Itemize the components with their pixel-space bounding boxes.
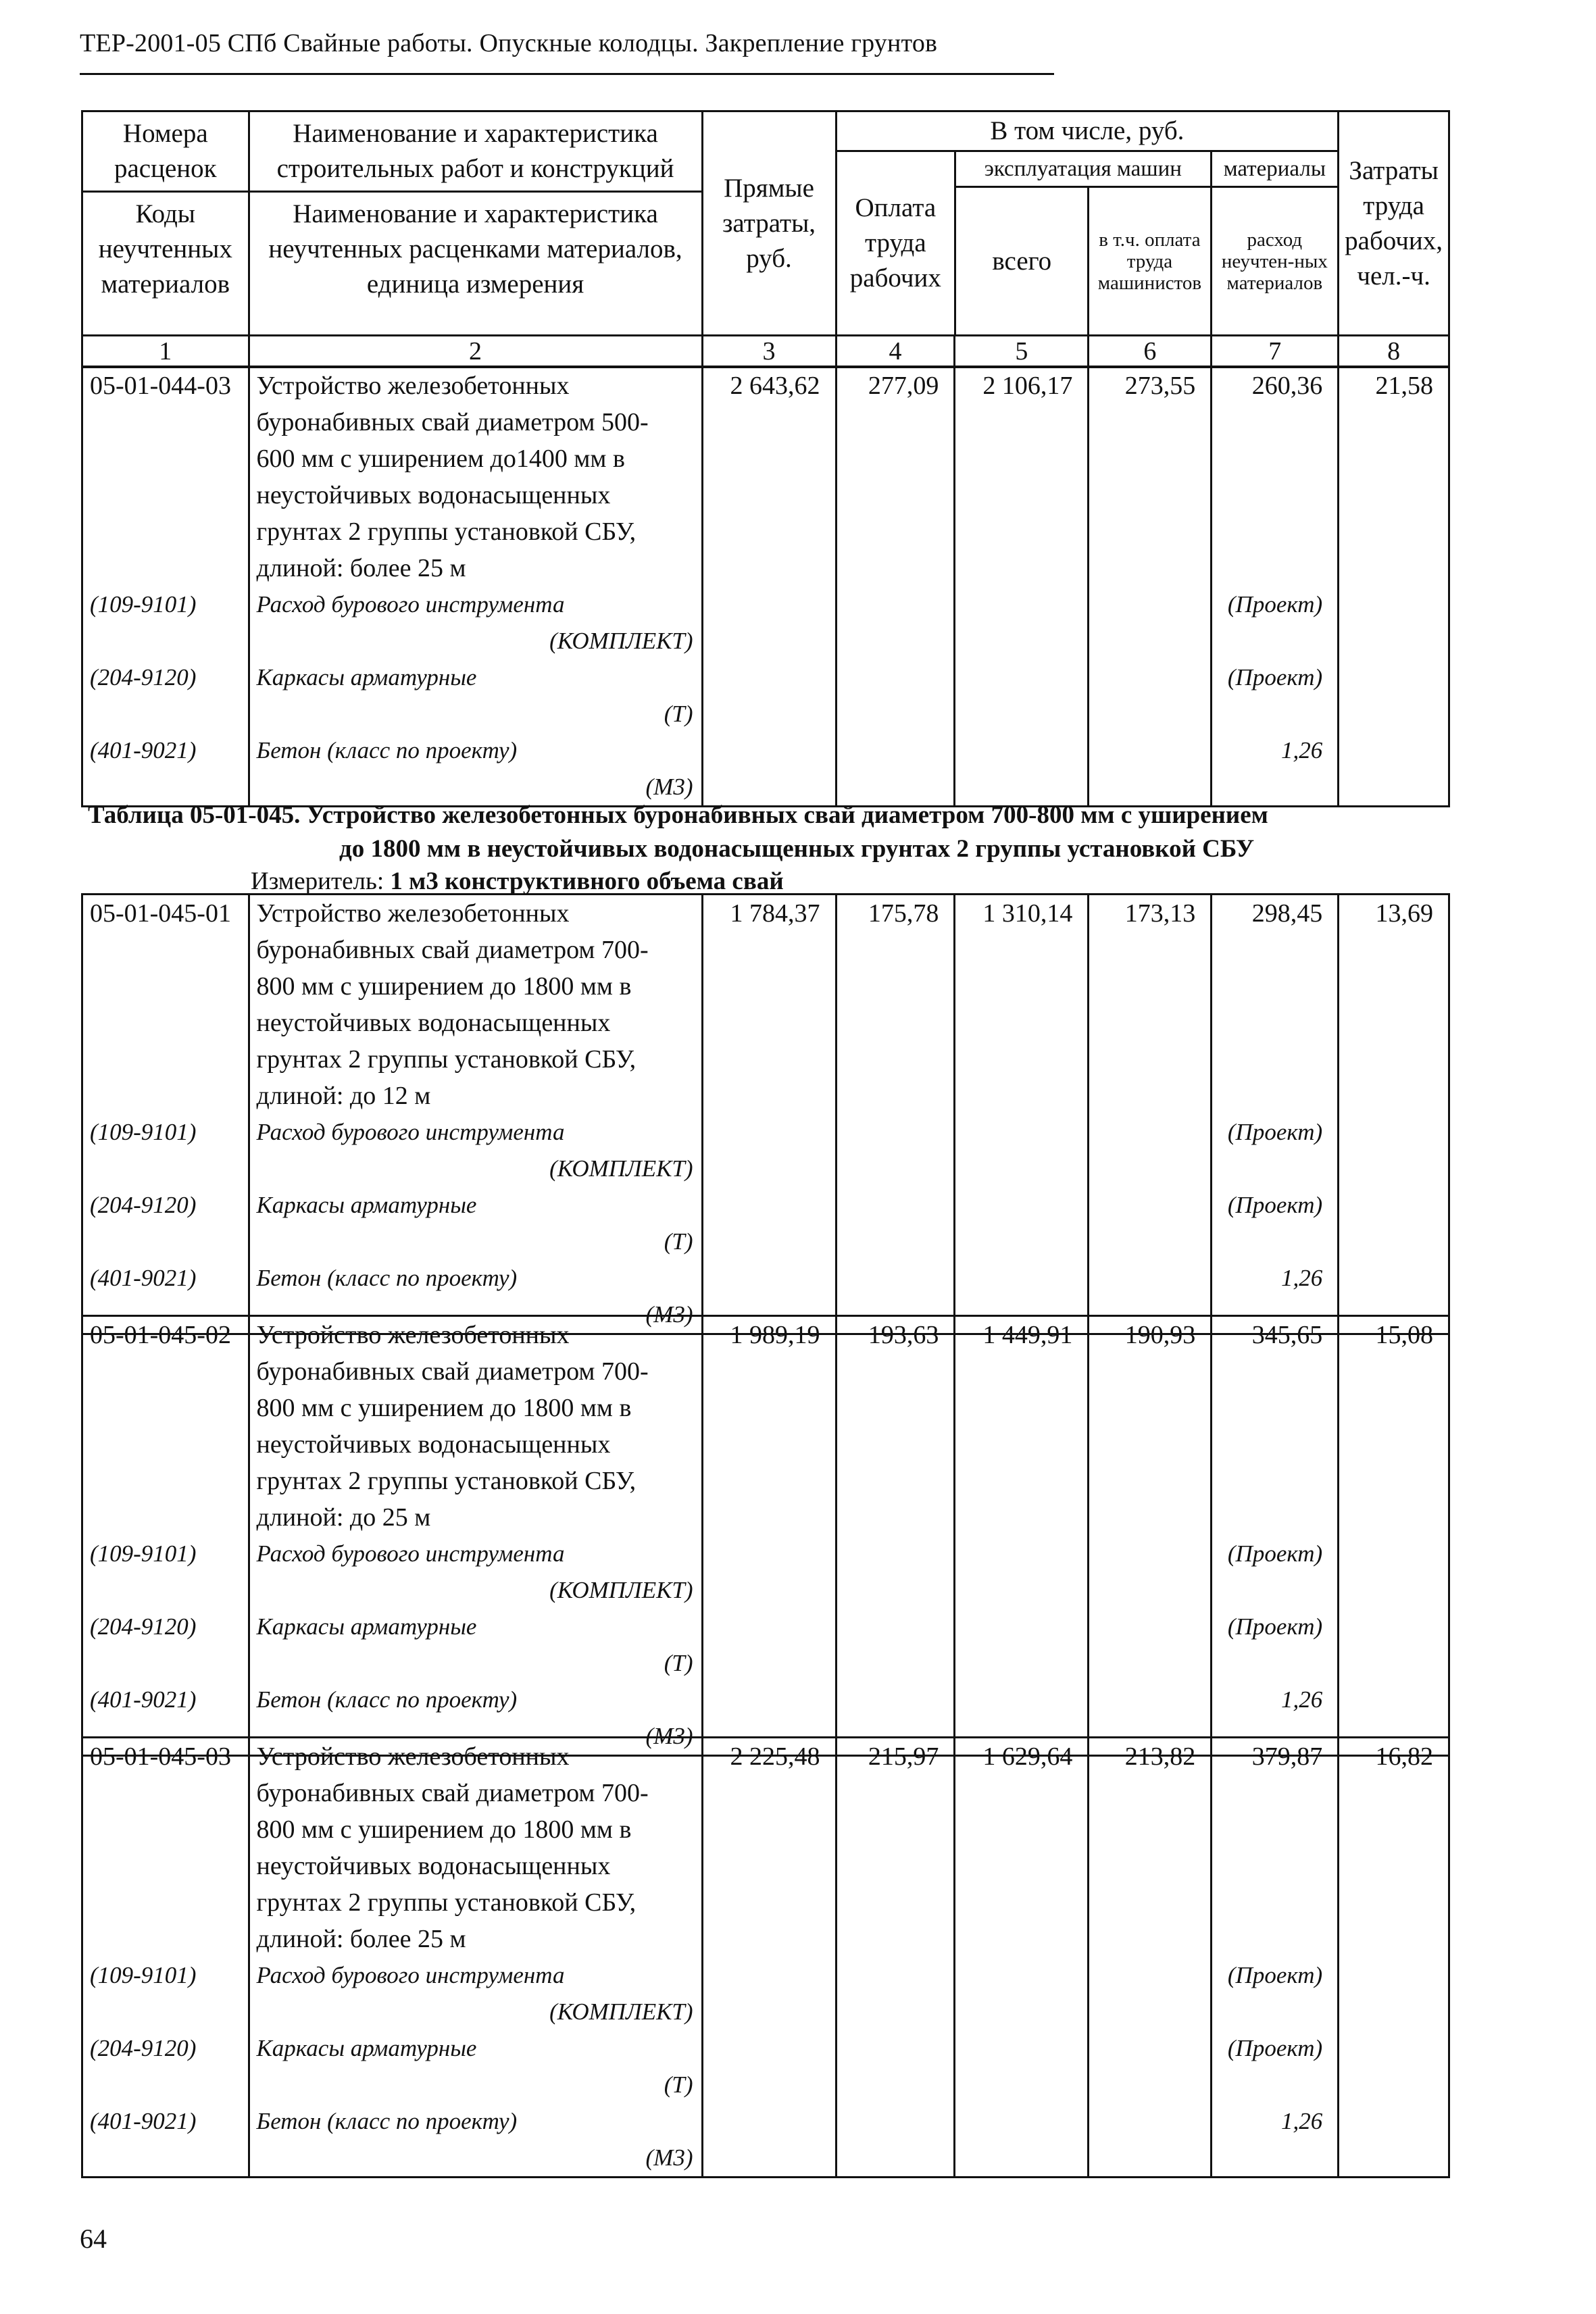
rate-name-line: грунтах 2 группы установкой СБУ, bbox=[256, 1888, 637, 1917]
header-col2 bbox=[249, 111, 702, 336]
material-code: (204-9120) bbox=[90, 1613, 197, 1640]
material-name: Бетон (класс по проекту) bbox=[256, 1265, 518, 1291]
labor-hours: 16,82 bbox=[1339, 1738, 1449, 2178]
material-code: (204-9120) bbox=[90, 2035, 197, 2061]
rate-name-line: буронабивных свай диаметром 500- bbox=[256, 408, 649, 436]
rate-code: 05-01-045-03 bbox=[90, 1742, 231, 1771]
header-col6: в т.ч. оплата труда машинистов bbox=[1089, 187, 1211, 335]
material-unit: (КОМПЛЕКТ) bbox=[549, 628, 693, 654]
rate-name-line: буронабивных свай диаметром 700- bbox=[256, 1357, 649, 1386]
labor-hours: 13,69 bbox=[1339, 895, 1449, 1334]
header-col5: всего bbox=[955, 187, 1089, 335]
material-name: Бетон (класс по проекту) bbox=[256, 2108, 518, 2134]
materials-cell bbox=[1212, 1316, 1339, 1756]
rate-code-cell bbox=[82, 1316, 249, 1756]
material-qty: (Проект) bbox=[1227, 664, 1323, 690]
materials-cell bbox=[1212, 367, 1339, 807]
material-unit: (М3) bbox=[645, 1301, 693, 1328]
material-name: Каркасы арматурные bbox=[256, 1613, 477, 1640]
material-code: (401-9021) bbox=[90, 2108, 197, 2134]
header-col1 bbox=[82, 111, 249, 336]
header-col2-top: Наименование и характеристика строительных работ и конструкций bbox=[250, 112, 701, 193]
rate-name-line: Устройство железобетонных bbox=[256, 1321, 570, 1349]
material-name: Расход бурового инструмента bbox=[256, 1119, 565, 1145]
material-code: (401-9021) bbox=[90, 737, 197, 763]
rate-name-line: Устройство железобетонных bbox=[256, 899, 570, 928]
direct-cost: 1 989,19 bbox=[702, 1316, 836, 1756]
labor-pay: 193,63 bbox=[836, 1316, 955, 1756]
rate-name-line: Устройство железобетонных bbox=[256, 1742, 570, 1771]
table-title bbox=[88, 799, 1439, 866]
materials-cost: 298,45 bbox=[1251, 899, 1323, 928]
rate-name-line: неустойчивых водонасыщенных bbox=[256, 481, 611, 509]
material-name: Бетон (класс по проекту) bbox=[256, 1686, 518, 1713]
material-name: Каркасы арматурные bbox=[256, 2035, 477, 2061]
header-num-3: 3 bbox=[702, 336, 836, 368]
material-unit: (М3) bbox=[645, 774, 693, 800]
header-machines: эксплуатация машин bbox=[955, 152, 1211, 187]
rate-name-cell bbox=[249, 367, 702, 807]
page-number: 64 bbox=[80, 2223, 107, 2254]
material-name: Расход бурового инструмента bbox=[256, 1962, 565, 1988]
header-group bbox=[836, 111, 1339, 336]
material-qty: (Проект) bbox=[1227, 1192, 1323, 1218]
rate-code-cell bbox=[82, 895, 249, 1334]
header-col2-bottom: Наименование и характеристика неучтенных расценками материалов, единица измерения bbox=[268, 199, 682, 299]
rate-code-cell bbox=[82, 1738, 249, 2178]
material-unit: (КОМПЛЕКТ) bbox=[549, 1998, 693, 2025]
rate-name-line: неустойчивых водонасыщенных bbox=[256, 1009, 611, 1037]
material-name: Каркасы арматурные bbox=[256, 1192, 477, 1218]
material-unit: (КОМПЛЕКТ) bbox=[549, 1577, 693, 1603]
material-unit: (КОМПЛЕКТ) bbox=[549, 1155, 693, 1182]
materials-cost: 345,65 bbox=[1251, 1321, 1323, 1349]
rate-code: 05-01-045-02 bbox=[90, 1321, 231, 1349]
running-head: ТЕР-2001-05 СПб Свайные работы. Опускные колодцы. Закрепление грунтов bbox=[80, 29, 938, 57]
header-col8: Затраты труда рабочих, чел.-ч. bbox=[1339, 111, 1449, 336]
rate-block bbox=[81, 893, 1450, 1335]
header-num-6: 6 bbox=[1089, 336, 1212, 368]
material-unit: (Т) bbox=[664, 1650, 693, 1676]
material-code: (204-9120) bbox=[90, 1192, 197, 1218]
rate-name-line: грунтах 2 группы установкой СБУ, bbox=[256, 1045, 637, 1074]
header-col1-top: Номера расценок bbox=[83, 112, 248, 193]
materials-cell bbox=[1212, 1738, 1339, 2178]
meter bbox=[251, 867, 784, 896]
rate-name-line: длиной: до 25 м bbox=[256, 1503, 431, 1532]
material-unit: (Т) bbox=[664, 1228, 693, 1255]
table-title-line2: до 1800 мм в неустойчивых водонасыщенных грунтах 2 группы установкой СБУ bbox=[339, 835, 1255, 863]
header-num-2: 2 bbox=[249, 336, 702, 368]
rate-code: 05-01-045-01 bbox=[90, 899, 231, 928]
material-qty: 1,26 bbox=[1280, 2108, 1323, 2134]
material-code: (109-9101) bbox=[90, 1540, 197, 1567]
material-qty: 1,26 bbox=[1280, 737, 1323, 763]
header-col3: Прямые затраты, руб. bbox=[702, 111, 836, 336]
operator-pay: 213,82 bbox=[1089, 1738, 1212, 2178]
labor-pay: 215,97 bbox=[836, 1738, 955, 2178]
material-qty: 1,26 bbox=[1280, 1265, 1323, 1291]
rate-name-line: 800 мм с уширением до 1800 мм в bbox=[256, 1394, 632, 1422]
material-code: (109-9101) bbox=[90, 591, 197, 618]
rate-name-line: 600 мм с уширением до1400 мм в bbox=[256, 445, 625, 473]
material-code: (204-9120) bbox=[90, 664, 197, 690]
rate-name-line: 800 мм с уширением до 1800 мм в bbox=[256, 972, 632, 1001]
header-group-grid bbox=[837, 152, 1338, 334]
material-qty: 1,26 bbox=[1280, 1686, 1323, 1713]
header-rule bbox=[80, 73, 1054, 75]
operator-pay: 190,93 bbox=[1089, 1316, 1212, 1756]
header-col4: Оплата труда рабочих bbox=[837, 152, 955, 334]
materials-cost: 260,36 bbox=[1251, 372, 1323, 400]
materials-cost: 379,87 bbox=[1251, 1742, 1323, 1771]
labor-hours: 21,58 bbox=[1339, 367, 1449, 807]
machine-cost: 2 106,17 bbox=[955, 367, 1089, 807]
header-num-4: 4 bbox=[836, 336, 955, 368]
rate-name-cell bbox=[249, 895, 702, 1334]
header-col7: расход неучтен-ных материалов bbox=[1211, 187, 1337, 335]
material-qty: (Проект) bbox=[1227, 1540, 1323, 1567]
material-qty: (Проект) bbox=[1227, 1119, 1323, 1145]
rate-code-cell bbox=[82, 367, 249, 807]
material-code: (109-9101) bbox=[90, 1962, 197, 1988]
labor-hours: 15,08 bbox=[1339, 1316, 1449, 1756]
rate-name-cell bbox=[249, 1316, 702, 1756]
material-unit: (М3) bbox=[645, 1723, 693, 1749]
rate-block bbox=[81, 1315, 1450, 1757]
material-unit: (М3) bbox=[645, 2144, 693, 2171]
direct-cost: 2 225,48 bbox=[702, 1738, 836, 2178]
direct-cost: 1 784,37 bbox=[702, 895, 836, 1334]
rate-name-line: грунтах 2 группы установкой СБУ, bbox=[256, 1467, 637, 1495]
machine-cost: 1 449,91 bbox=[955, 1316, 1089, 1756]
material-unit: (Т) bbox=[664, 701, 693, 727]
material-qty: (Проект) bbox=[1227, 2035, 1323, 2061]
rate-code: 05-01-044-03 bbox=[90, 372, 231, 400]
direct-cost: 2 643,62 bbox=[702, 367, 836, 807]
material-code: (401-9021) bbox=[90, 1686, 197, 1713]
table-title-line1: Таблица 05-01-045. Устройство железобетонных буронабивных свай диаметром 700-800 мм с уширением bbox=[88, 801, 1268, 829]
machine-cost: 1 310,14 bbox=[955, 895, 1089, 1334]
meter-label: Измеритель: bbox=[251, 867, 391, 895]
header-group-title: В том числе, руб. bbox=[837, 112, 1338, 152]
rate-name-line: длиной: более 25 м bbox=[256, 554, 466, 582]
rate-name-line: длиной: более 25 м bbox=[256, 1925, 466, 1953]
header-materials: материалы bbox=[1211, 152, 1337, 187]
rate-name-line: грунтах 2 группы установкой СБУ, bbox=[256, 518, 637, 546]
rate-block bbox=[81, 366, 1450, 807]
header-num-8: 8 bbox=[1339, 336, 1449, 368]
header-num-7: 7 bbox=[1212, 336, 1339, 368]
material-unit: (Т) bbox=[664, 2071, 693, 2098]
operator-pay: 173,13 bbox=[1089, 895, 1212, 1334]
materials-cell bbox=[1212, 895, 1339, 1334]
machine-cost: 1 629,64 bbox=[955, 1738, 1089, 2178]
material-name: Бетон (класс по проекту) bbox=[256, 737, 518, 763]
header-num-1: 1 bbox=[82, 336, 249, 368]
rate-name-line: буронабивных свай диаметром 700- bbox=[256, 936, 649, 964]
rate-name-line: неустойчивых водонасыщенных bbox=[256, 1430, 611, 1459]
labor-pay: 277,09 bbox=[836, 367, 955, 807]
material-qty: (Проект) bbox=[1227, 591, 1323, 618]
material-name: Расход бурового инструмента bbox=[256, 1540, 565, 1567]
labor-pay: 175,78 bbox=[836, 895, 955, 1334]
rate-name-line: Устройство железобетонных bbox=[256, 372, 570, 400]
rate-name-cell bbox=[249, 1738, 702, 2178]
material-code: (401-9021) bbox=[90, 1265, 197, 1291]
material-code: (109-9101) bbox=[90, 1119, 197, 1145]
rate-name-line: 800 мм с уширением до 1800 мм в bbox=[256, 1815, 632, 1844]
rate-name-line: длиной: до 12 м bbox=[256, 1082, 431, 1110]
rate-name-line: буронабивных свай диаметром 700- bbox=[256, 1779, 649, 1807]
operator-pay: 273,55 bbox=[1089, 367, 1212, 807]
header-num-5: 5 bbox=[955, 336, 1089, 368]
material-name: Каркасы арматурные bbox=[256, 664, 477, 690]
material-name: Расход бурового инструмента bbox=[256, 591, 565, 618]
rate-name-line: неустойчивых водонасыщенных bbox=[256, 1852, 611, 1880]
meter-value: 1 м3 конструктивного объема свай bbox=[390, 867, 784, 895]
column-header-table bbox=[81, 110, 1450, 368]
header-col1-bottom: Коды неучтенных материалов bbox=[98, 199, 232, 299]
rate-block bbox=[81, 1736, 1450, 2178]
material-qty: (Проект) bbox=[1227, 1613, 1323, 1640]
material-qty: (Проект) bbox=[1227, 1962, 1323, 1988]
